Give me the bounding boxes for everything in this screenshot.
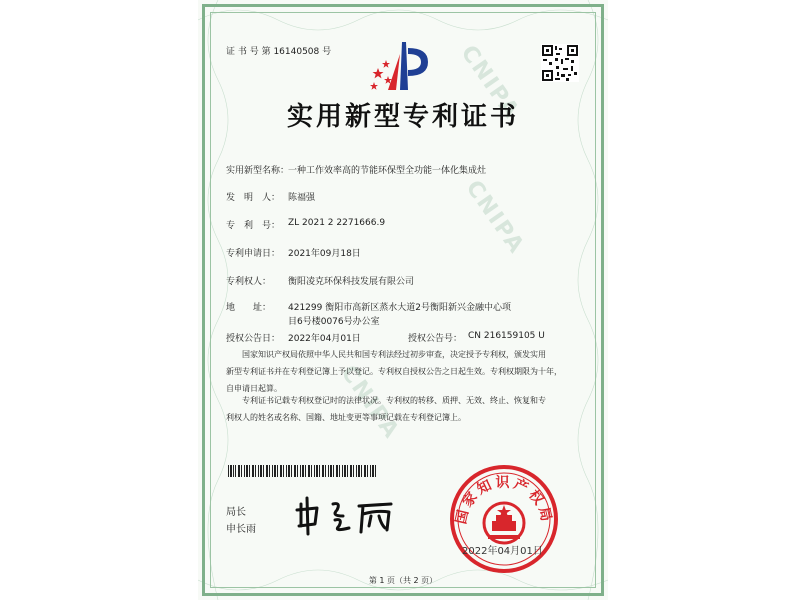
national-emblem-icon <box>484 503 524 543</box>
paragraph-line: 自申请日起算。 <box>226 384 282 393</box>
inventor-label: 发 明 人： <box>226 193 281 203</box>
watermark: CNIPA <box>460 175 530 260</box>
grant-number-label: 授权公告号： <box>408 334 463 344</box>
paragraph-line: 国家知识产权局依照中华人民共和国专利法经过初步审查，决定授予专利权，颁发实用 <box>242 350 546 359</box>
director-signature <box>293 494 403 538</box>
grant-date-label: 授权公告日： <box>226 334 281 344</box>
director-name: 申长雨 <box>226 524 256 535</box>
certificate-title: 实用新型专利证书 <box>286 102 519 132</box>
patent-number-label: 专 利 号： <box>226 221 281 231</box>
grant-number-value: CN 216159105 U <box>468 331 545 341</box>
watermark: CNIPA <box>335 360 405 445</box>
qr-code <box>541 44 579 82</box>
paragraph-line: 新型专利证书并在专利登记簿上予以登记。专利权自授权公告之日起生效。专利权期限为十年， <box>226 367 562 376</box>
legal-paragraph-1 <box>226 346 586 397</box>
seal-text: 国家知识产权局 <box>453 475 555 526</box>
patentee-label: 专利权人： <box>226 277 272 287</box>
watermark: CNIPA <box>455 40 525 125</box>
legal-paragraph-2 <box>226 392 586 426</box>
cnipa-logo-icon <box>366 38 442 94</box>
filing-date-label: 专利申请日： <box>226 249 281 259</box>
patent-certificate <box>198 0 608 600</box>
certificate-number: 证 书 号 第 16140508 号 <box>226 47 332 57</box>
name-value: 一种工作效率高的节能环保型全功能一体化集成灶 <box>288 166 487 176</box>
page-footer: 第 1 页（共 2 页） <box>368 576 438 585</box>
barcode <box>228 465 378 477</box>
filing-date-value: 2021年09月18日 <box>288 249 361 259</box>
paragraph-line: 专利证书记载专利权登记时的法律状况。专利权的转移、质押、无效、终止、恢复和专 <box>242 396 546 405</box>
patent-number-value: ZL 2021 2 2271666.9 <box>288 218 386 228</box>
seal-date: 2022年04月01日 <box>462 546 543 557</box>
grant-date-value: 2022年04月01日 <box>288 334 361 344</box>
address-line-2: 目6号楼0076号办公室 <box>288 317 380 327</box>
address-label: 地 址： <box>226 303 272 313</box>
patentee-value: 衡阳凌克环保科技发展有限公司 <box>288 277 415 287</box>
name-label: 实用新型名称： <box>226 166 290 176</box>
inventor-value: 陈福强 <box>288 193 316 203</box>
director-title: 局长 <box>226 507 246 518</box>
paragraph-line: 利权人的姓名或名称、国籍、地址变更等事项记载在专利登记簿上。 <box>226 413 466 422</box>
official-seal <box>448 463 560 575</box>
address-line-1: 421299 衡阳市高新区蒸水大道2号衡阳新兴金融中心项 <box>288 303 511 313</box>
